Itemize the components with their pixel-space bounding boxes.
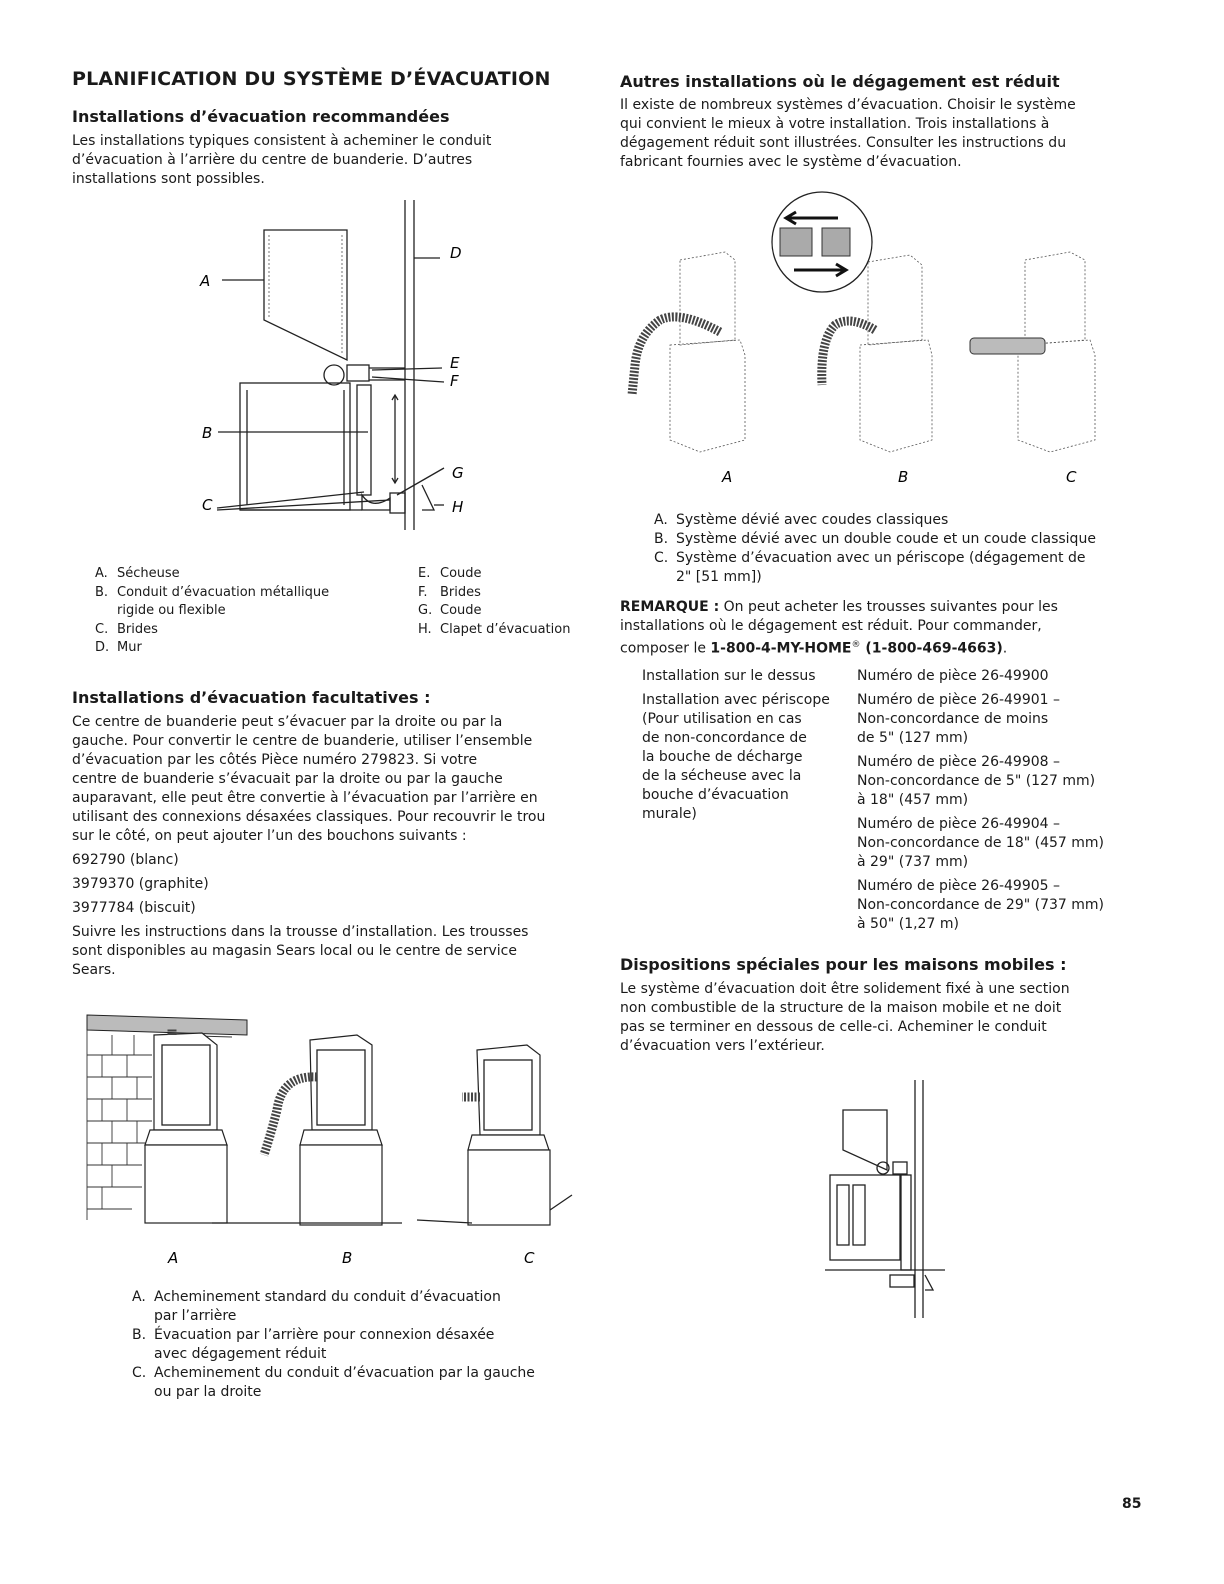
text-line: dégagement réduit sont illustrées. Consulter les instructions du xyxy=(620,135,1067,151)
text-line: sont disponibles au magasin Sears local ou le centre de service xyxy=(72,943,517,959)
text-line: Suivre les instructions dans la trousse d’installation. Les trousses xyxy=(72,924,529,940)
label-C: C xyxy=(202,496,213,514)
legend-item: C. Brides xyxy=(95,621,158,637)
text-line: Sears. xyxy=(72,962,116,978)
text-line: utilisant des connexions désaxées classiques. Pour recouvrir le trou xyxy=(72,809,546,825)
figure3-legend xyxy=(654,511,1154,587)
table-row xyxy=(642,686,1104,934)
text-line: qui convient le mieux à votre installation. Trois installations à xyxy=(620,116,1050,132)
text-line: pas se terminer en dessous de celle-ci. Acheminer le conduit xyxy=(620,1019,1047,1035)
label-C: C xyxy=(1066,468,1077,486)
figure2-legend xyxy=(132,1288,602,1402)
label-B: B xyxy=(342,1249,353,1267)
figure-dryer-exhaust-diagram xyxy=(72,200,592,540)
label-D: D xyxy=(450,244,462,262)
legend-item: B. Évacuation par l’arrière pour connexion désaxée xyxy=(132,1327,495,1343)
text-line: fabricant fournies avec le système d’évacuation. xyxy=(620,154,962,170)
text-line: sur le côté, on peut ajouter l’un des bouchons suivants : xyxy=(72,828,467,844)
legend-item: A. Sécheuse xyxy=(95,566,180,581)
figure-mobile-home-exhaust xyxy=(825,1080,945,1320)
figure1-legend-right xyxy=(418,565,598,639)
figure-reduced-clearance-systems xyxy=(610,190,1130,490)
table-row xyxy=(642,667,1104,686)
page-number: 85 xyxy=(1122,1496,1142,1512)
legend-item: rigide ou flexible xyxy=(117,603,226,618)
table-cell xyxy=(857,686,1104,934)
legend-item: D. Mur xyxy=(95,640,142,655)
part-number: 3979370 (graphite) xyxy=(72,876,209,892)
recommended-paragraph xyxy=(72,132,592,189)
part-number: 692790 (blanc) xyxy=(72,852,179,868)
legend-item: E. Coude xyxy=(418,566,482,581)
remark-label: REMARQUE : xyxy=(620,599,720,615)
text-line: gauche. Pour convertir le centre de buanderie, utiliser l’ensemble xyxy=(72,733,533,749)
table-cell: Installation sur le dessus xyxy=(642,668,816,684)
part-entry: Numéro de pièce 26-49901 – Non-concordance de moins de 5" (127 mm) xyxy=(857,692,1061,746)
vertical-duct xyxy=(357,385,371,495)
legend-item: ou par la droite xyxy=(154,1384,262,1400)
remark-block xyxy=(620,598,1160,659)
part-entry: Numéro de pièce 26-49905 – Non-concordance de 29" (737 mm) à 50" (1,27 m) xyxy=(857,878,1104,932)
legend-item: A. Acheminement standard du conduit d’évacuation xyxy=(132,1289,501,1305)
part-number: 3977784 (biscuit) xyxy=(72,900,196,916)
text-line: Le système d’évacuation doit être solidement fixé à une section xyxy=(620,981,1070,997)
section-heading-optional: Installations d’évacuation facultatives : xyxy=(72,688,431,707)
text-line: d’évacuation vers l’extérieur. xyxy=(620,1038,825,1054)
text-line: d’évacuation par les côtés Pièce numéro 279823. Si votre xyxy=(72,752,478,768)
reduced-clearance-paragraph xyxy=(620,96,1160,172)
text-line: REMARQUE : On peut acheter les trousses suivantes pour les xyxy=(620,599,1058,615)
legend-item: A. Système dévié avec coudes classiques xyxy=(654,512,949,528)
kits-table xyxy=(642,667,1162,934)
label-H: H xyxy=(452,498,464,516)
legend-item: avec dégagement réduit xyxy=(154,1346,327,1362)
text-line: d’évacuation à l’arrière du centre de buanderie. D’autres xyxy=(72,152,473,168)
part-entry: Numéro de pièce 26-49904 – Non-concordance de 18" (457 mm) à 29" (737 mm) xyxy=(857,816,1104,870)
text-line: composer le 1-800-4-MY-HOME® (1-800-469-4663). xyxy=(620,640,1008,657)
label-C: C xyxy=(524,1249,535,1267)
label-E: E xyxy=(450,354,460,372)
label-F: F xyxy=(450,372,459,390)
figure1-legend-left xyxy=(95,565,395,658)
label-B: B xyxy=(898,468,909,486)
page-title: PLANIFICATION DU SYSTÈME D’ÉVACUATION xyxy=(72,68,551,90)
table-cell: Numéro de pièce 26-49900 xyxy=(857,668,1049,684)
legend-item: C. Acheminement du conduit d’évacuation par la gauche xyxy=(132,1365,535,1381)
text-line: non combustible de la structure de la maison mobile et ne doit xyxy=(620,1000,1062,1016)
section-heading-mobile-homes: Dispositions spéciales pour les maisons mobiles : xyxy=(620,955,1067,974)
legend-item: G. Coude xyxy=(418,603,482,618)
section-heading-reduced-clearance: Autres installations où le dégagement est réduit xyxy=(620,72,1060,91)
unit-C xyxy=(417,1045,572,1225)
label-A: A xyxy=(722,468,733,486)
label-B: B xyxy=(202,424,213,442)
unit-A xyxy=(632,252,745,452)
elbow xyxy=(324,365,344,385)
text-line: centre de buanderie s’évacuait par la droite ou par la gauche xyxy=(72,771,503,787)
text-line: Ce centre de buanderie peut s’évacuer par la droite ou par la xyxy=(72,714,503,730)
unit-C xyxy=(970,252,1095,452)
part-entry: Numéro de pièce 26-49908 – Non-concordance de 5" (127 mm) à 18" (457 mm) xyxy=(857,754,1096,808)
figure-three-laundry-centers xyxy=(72,1005,592,1275)
mobile-homes-paragraph xyxy=(620,980,1160,1056)
unit-A xyxy=(145,1029,227,1223)
section-heading-recommended: Installations d’évacuation recommandées xyxy=(72,107,450,126)
periscope xyxy=(970,338,1045,354)
legend-item: B. Conduit d’évacuation métallique xyxy=(95,584,330,600)
unit-B xyxy=(212,1035,402,1225)
upper-unit xyxy=(264,230,347,360)
dryer-body xyxy=(240,383,350,510)
text-line: auparavant, elle peut être convertie à l’évacuation par l’arrière en xyxy=(72,790,538,806)
legend-item: C. Système d’évacuation avec un périscope (dégagement de xyxy=(654,550,1086,566)
legend-item: F. Brides xyxy=(418,584,481,600)
legend-item: H. Clapet d’évacuation xyxy=(418,621,571,637)
text-line: installations sont possibles. xyxy=(72,171,265,187)
text-line: Les installations typiques consistent à acheminer le conduit xyxy=(72,133,492,149)
legend-item: 2" [51 mm]) xyxy=(676,569,762,585)
legend-item: par l’arrière xyxy=(154,1308,237,1324)
label-G: G xyxy=(452,464,464,482)
label-A: A xyxy=(168,1249,179,1267)
optional-paragraph xyxy=(72,713,592,980)
magnifier xyxy=(772,192,872,292)
label-A: A xyxy=(200,272,211,290)
legend-item: B. Système dévié avec un double coude et un coude classique xyxy=(654,531,1096,547)
text-line: installations où le dégagement est réduit. Pour commander, xyxy=(620,618,1042,634)
phone-number[interactable]: 1-800-4-MY-HOME xyxy=(710,640,852,657)
vent-hood xyxy=(422,485,434,510)
text-line: Il existe de nombreux systèmes d’évacuation. Choisir le système xyxy=(620,97,1076,113)
table-cell: Installation avec périscope (Pour utilisation en cas de non-concordance de la bouche de décharge de la sécheuse avec la bouche d’évacuation murale) xyxy=(642,692,830,822)
